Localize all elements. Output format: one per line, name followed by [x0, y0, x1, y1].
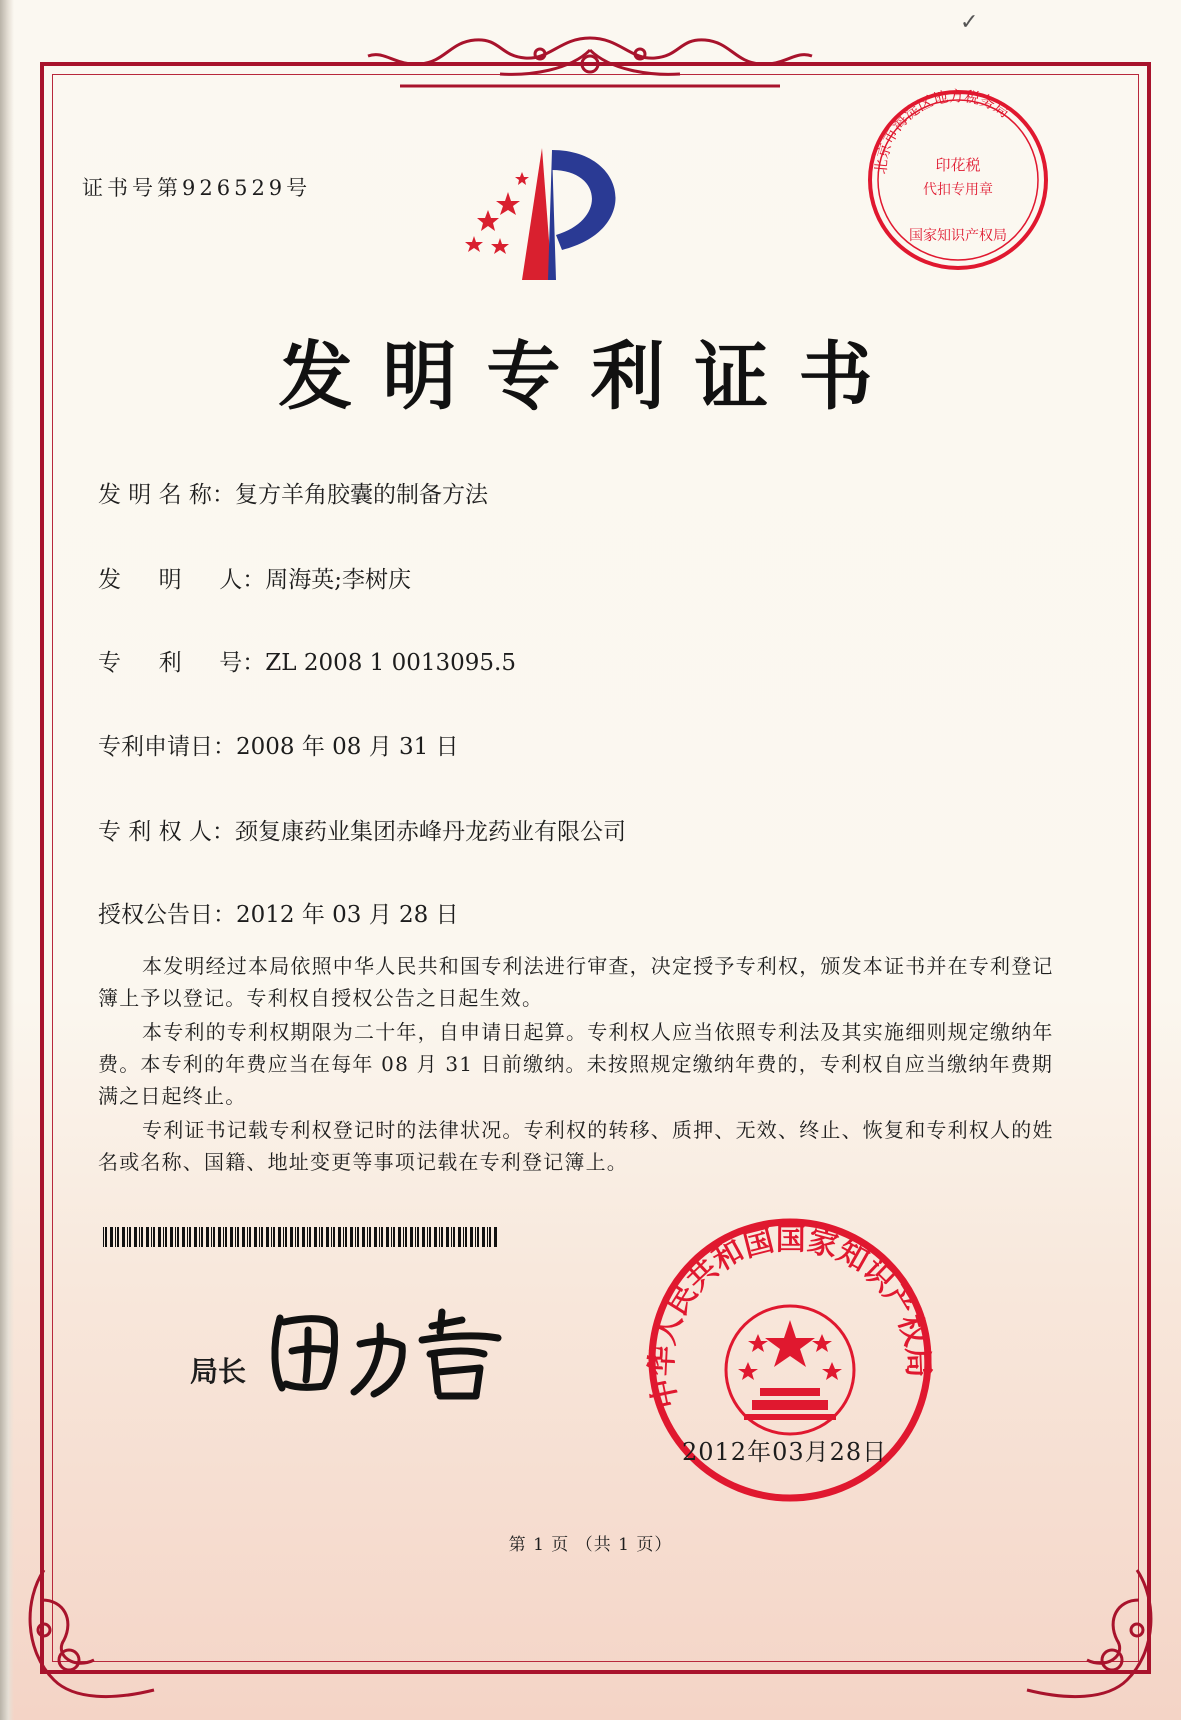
field-value: ZL 2008 1 0013095.5	[265, 650, 516, 676]
director-label: 局长	[190, 1355, 247, 1388]
tax-stamp-center-2: 代扣专用章	[923, 182, 993, 198]
barcode-bar	[439, 1227, 440, 1247]
field-value: 复方羊角胶囊的制备方法	[234, 482, 488, 508]
barcode-bar	[338, 1227, 341, 1247]
field-inventor	[98, 561, 411, 594]
patent-office-logo-icon	[452, 140, 642, 290]
barcode-bar	[127, 1227, 128, 1247]
barcode-bar	[326, 1227, 329, 1247]
barcode-bar	[211, 1227, 212, 1247]
barcode-bar	[374, 1227, 377, 1247]
barcode-bar	[242, 1227, 245, 1247]
barcode-bar	[206, 1227, 209, 1247]
barcode-bar	[199, 1227, 200, 1247]
barcode-bar	[333, 1227, 335, 1247]
corner-ornament-left-icon	[14, 1560, 174, 1710]
barcode-bar	[165, 1227, 167, 1247]
barcode-bar	[350, 1227, 353, 1247]
barcode-bar	[158, 1227, 161, 1247]
barcode-bar	[343, 1227, 344, 1247]
barcode-icon	[103, 1227, 503, 1247]
barcode-bar	[314, 1227, 317, 1247]
barcode-bar	[122, 1227, 125, 1247]
barcode-bar	[367, 1227, 368, 1247]
barcode-bar	[295, 1227, 296, 1247]
barcode-bar	[249, 1227, 251, 1247]
barcode-bar	[139, 1227, 140, 1247]
field-separator: ：	[213, 902, 236, 928]
barcode-bar	[441, 1227, 443, 1247]
barcode-bar	[218, 1227, 221, 1247]
field-separator: ：	[211, 819, 235, 845]
barcode-bar	[465, 1227, 467, 1247]
barcode-bar	[194, 1227, 197, 1247]
barcode-bar	[141, 1227, 143, 1247]
barcode-bar	[487, 1227, 488, 1247]
paragraph-text: 本发明经过本局依照中华人民共和国专利法进行审查，决定授予专利权，颁发本证书并在专利登记簿上予以登记。专利权自授权公告之日起生效。	[98, 954, 1054, 1010]
barcode-bar	[163, 1227, 164, 1247]
barcode-bar	[475, 1227, 476, 1247]
tax-stamp-icon	[858, 80, 1058, 280]
barcode-bar	[297, 1227, 299, 1247]
tax-stamp-ring-text: 北京市海淀区地方税务局	[871, 87, 1013, 175]
barcode-bar	[117, 1227, 119, 1247]
tax-stamp-center-1: 印花税	[935, 156, 981, 174]
body-paragraph	[98, 1016, 1058, 1112]
barcode-bar	[213, 1227, 215, 1247]
field-value: 周海英;李树庆	[265, 567, 411, 593]
barcode-bar	[146, 1227, 149, 1247]
barcode-bar	[434, 1227, 437, 1247]
barcode-bar	[103, 1227, 104, 1247]
barcode-bar	[309, 1227, 311, 1247]
barcode-bar	[415, 1227, 416, 1247]
barcode-bar	[259, 1227, 260, 1247]
barcode-bar	[129, 1227, 131, 1247]
field-label: 发 明 人	[98, 567, 243, 593]
barcode-bar	[230, 1227, 233, 1247]
barcode-bar	[134, 1227, 137, 1247]
field-label: 专利申请日	[98, 734, 213, 760]
barcode-bar	[345, 1227, 347, 1247]
corner-ornament-right-icon	[1007, 1560, 1167, 1710]
barcode-bar	[319, 1227, 320, 1247]
barcode-bar	[463, 1227, 464, 1247]
barcode-bar	[391, 1227, 392, 1247]
barcode-bar	[283, 1227, 284, 1247]
field-separator: ：	[211, 482, 235, 508]
barcode-bar	[235, 1227, 236, 1247]
barcode-bar	[271, 1227, 272, 1247]
barcode-bar	[105, 1227, 107, 1247]
barcode-bar	[470, 1227, 473, 1247]
field-invention-name	[98, 476, 488, 509]
barcode-bar	[427, 1227, 428, 1247]
barcode-bar	[357, 1227, 359, 1247]
barcode-bar	[177, 1227, 179, 1247]
barcode-bar	[189, 1227, 191, 1247]
barcode-bar	[381, 1227, 383, 1247]
field-label: 发 明 名 称	[98, 482, 212, 508]
barcode-bar	[446, 1227, 449, 1247]
barcode-bar	[453, 1227, 455, 1247]
barcode-bar	[201, 1227, 203, 1247]
field-patent-number	[98, 644, 516, 677]
field-value: 2012 年 03 月 28 日	[236, 902, 459, 928]
barcode-bar	[321, 1227, 323, 1247]
barcode-bar	[273, 1227, 275, 1247]
body-paragraph	[98, 950, 1058, 1014]
barcode-bar	[153, 1227, 155, 1247]
top-ornament-icon	[360, 30, 820, 94]
barcode-bar	[237, 1227, 239, 1247]
barcode-bar	[458, 1227, 461, 1247]
barcode-bar	[115, 1227, 116, 1247]
barcode-bar	[362, 1227, 365, 1247]
paragraph-text: 本专利的专利权期限为二十年，自申请日起算。专利权人应当依照专利法及其实施细则规定缴纳年费。本专利的年费应当在每年 08 月 31 日前缴纳。未按照规定缴纳年费的，专利权自应当缴纳年费期满之日起终止。	[98, 1020, 1054, 1108]
field-patentee	[98, 813, 626, 846]
field-label: 授权公告日	[98, 902, 213, 928]
field-label: 专 利 权 人	[98, 819, 212, 845]
binding-shadow	[0, 0, 14, 1720]
barcode-bar	[247, 1227, 248, 1247]
barcode-bar	[151, 1227, 152, 1247]
barcode-bar	[451, 1227, 452, 1247]
field-value: 颈复康药业集团赤峰丹龙药业有限公司	[234, 819, 626, 845]
field-filing-date	[98, 728, 459, 761]
barcode-bar	[307, 1227, 308, 1247]
page-number: 第 1 页 （共 1 页）	[508, 1535, 673, 1555]
barcode-bar	[223, 1227, 224, 1247]
official-seal-ring-text: 中华人民共和国国家知识产权局	[644, 1222, 936, 1412]
field-grant-date	[98, 896, 459, 929]
body-paragraph	[98, 1114, 1058, 1178]
barcode-bar	[261, 1227, 263, 1247]
barcode-bar	[266, 1227, 269, 1247]
barcode-bar	[494, 1227, 497, 1247]
field-separator: ：	[242, 567, 266, 593]
page-title: 发明专利证书	[278, 334, 903, 420]
barcode-bar	[489, 1227, 491, 1247]
barcode-bar	[182, 1227, 185, 1247]
barcode-bar	[398, 1227, 401, 1247]
border-frame-inner	[52, 74, 1139, 1662]
barcode-bar	[331, 1227, 332, 1247]
barcode-bar	[405, 1227, 407, 1247]
barcode-bar	[225, 1227, 227, 1247]
barcode-bar	[379, 1227, 380, 1247]
barcode-bar	[422, 1227, 425, 1247]
barcode-bar	[417, 1227, 419, 1247]
field-separator: ：	[242, 650, 266, 676]
barcode-bar	[187, 1227, 188, 1247]
barcode-bar	[170, 1227, 173, 1247]
barcode-bar	[290, 1227, 293, 1247]
director-signature-icon	[262, 1296, 522, 1406]
barcode-bar	[386, 1227, 389, 1247]
certificate-number: 证书号第926529号	[82, 176, 312, 200]
barcode-bar	[175, 1227, 176, 1247]
barcode-bar	[285, 1227, 287, 1247]
barcode-bar	[278, 1227, 281, 1247]
issue-date: 2012年03月28日	[682, 1438, 888, 1466]
barcode-bar	[110, 1227, 113, 1247]
barcode-bar	[302, 1227, 305, 1247]
field-value: 2008 年 08 月 31 日	[236, 734, 459, 760]
barcode-bar	[403, 1227, 404, 1247]
barcode-bar	[355, 1227, 356, 1247]
barcode-bar	[369, 1227, 371, 1247]
field-label: 专 利 号	[98, 650, 243, 676]
paragraph-text: 专利证书记载专利权登记时的法律状况。专利权的转移、质押、无效、终止、恢复和专利权人的姓名或名称、国籍、地址变更等事项记载在专利登记簿上。	[98, 1118, 1054, 1174]
barcode-bar	[393, 1227, 395, 1247]
barcode-bar	[254, 1227, 257, 1247]
tax-stamp-bottom: 国家知识产权局	[909, 228, 1007, 244]
field-separator: ：	[213, 734, 236, 760]
check-mark: ✓	[960, 10, 979, 35]
barcode-bar	[482, 1227, 485, 1247]
barcode-bar	[429, 1227, 431, 1247]
barcode-bar	[477, 1227, 479, 1247]
barcode-bar	[410, 1227, 413, 1247]
